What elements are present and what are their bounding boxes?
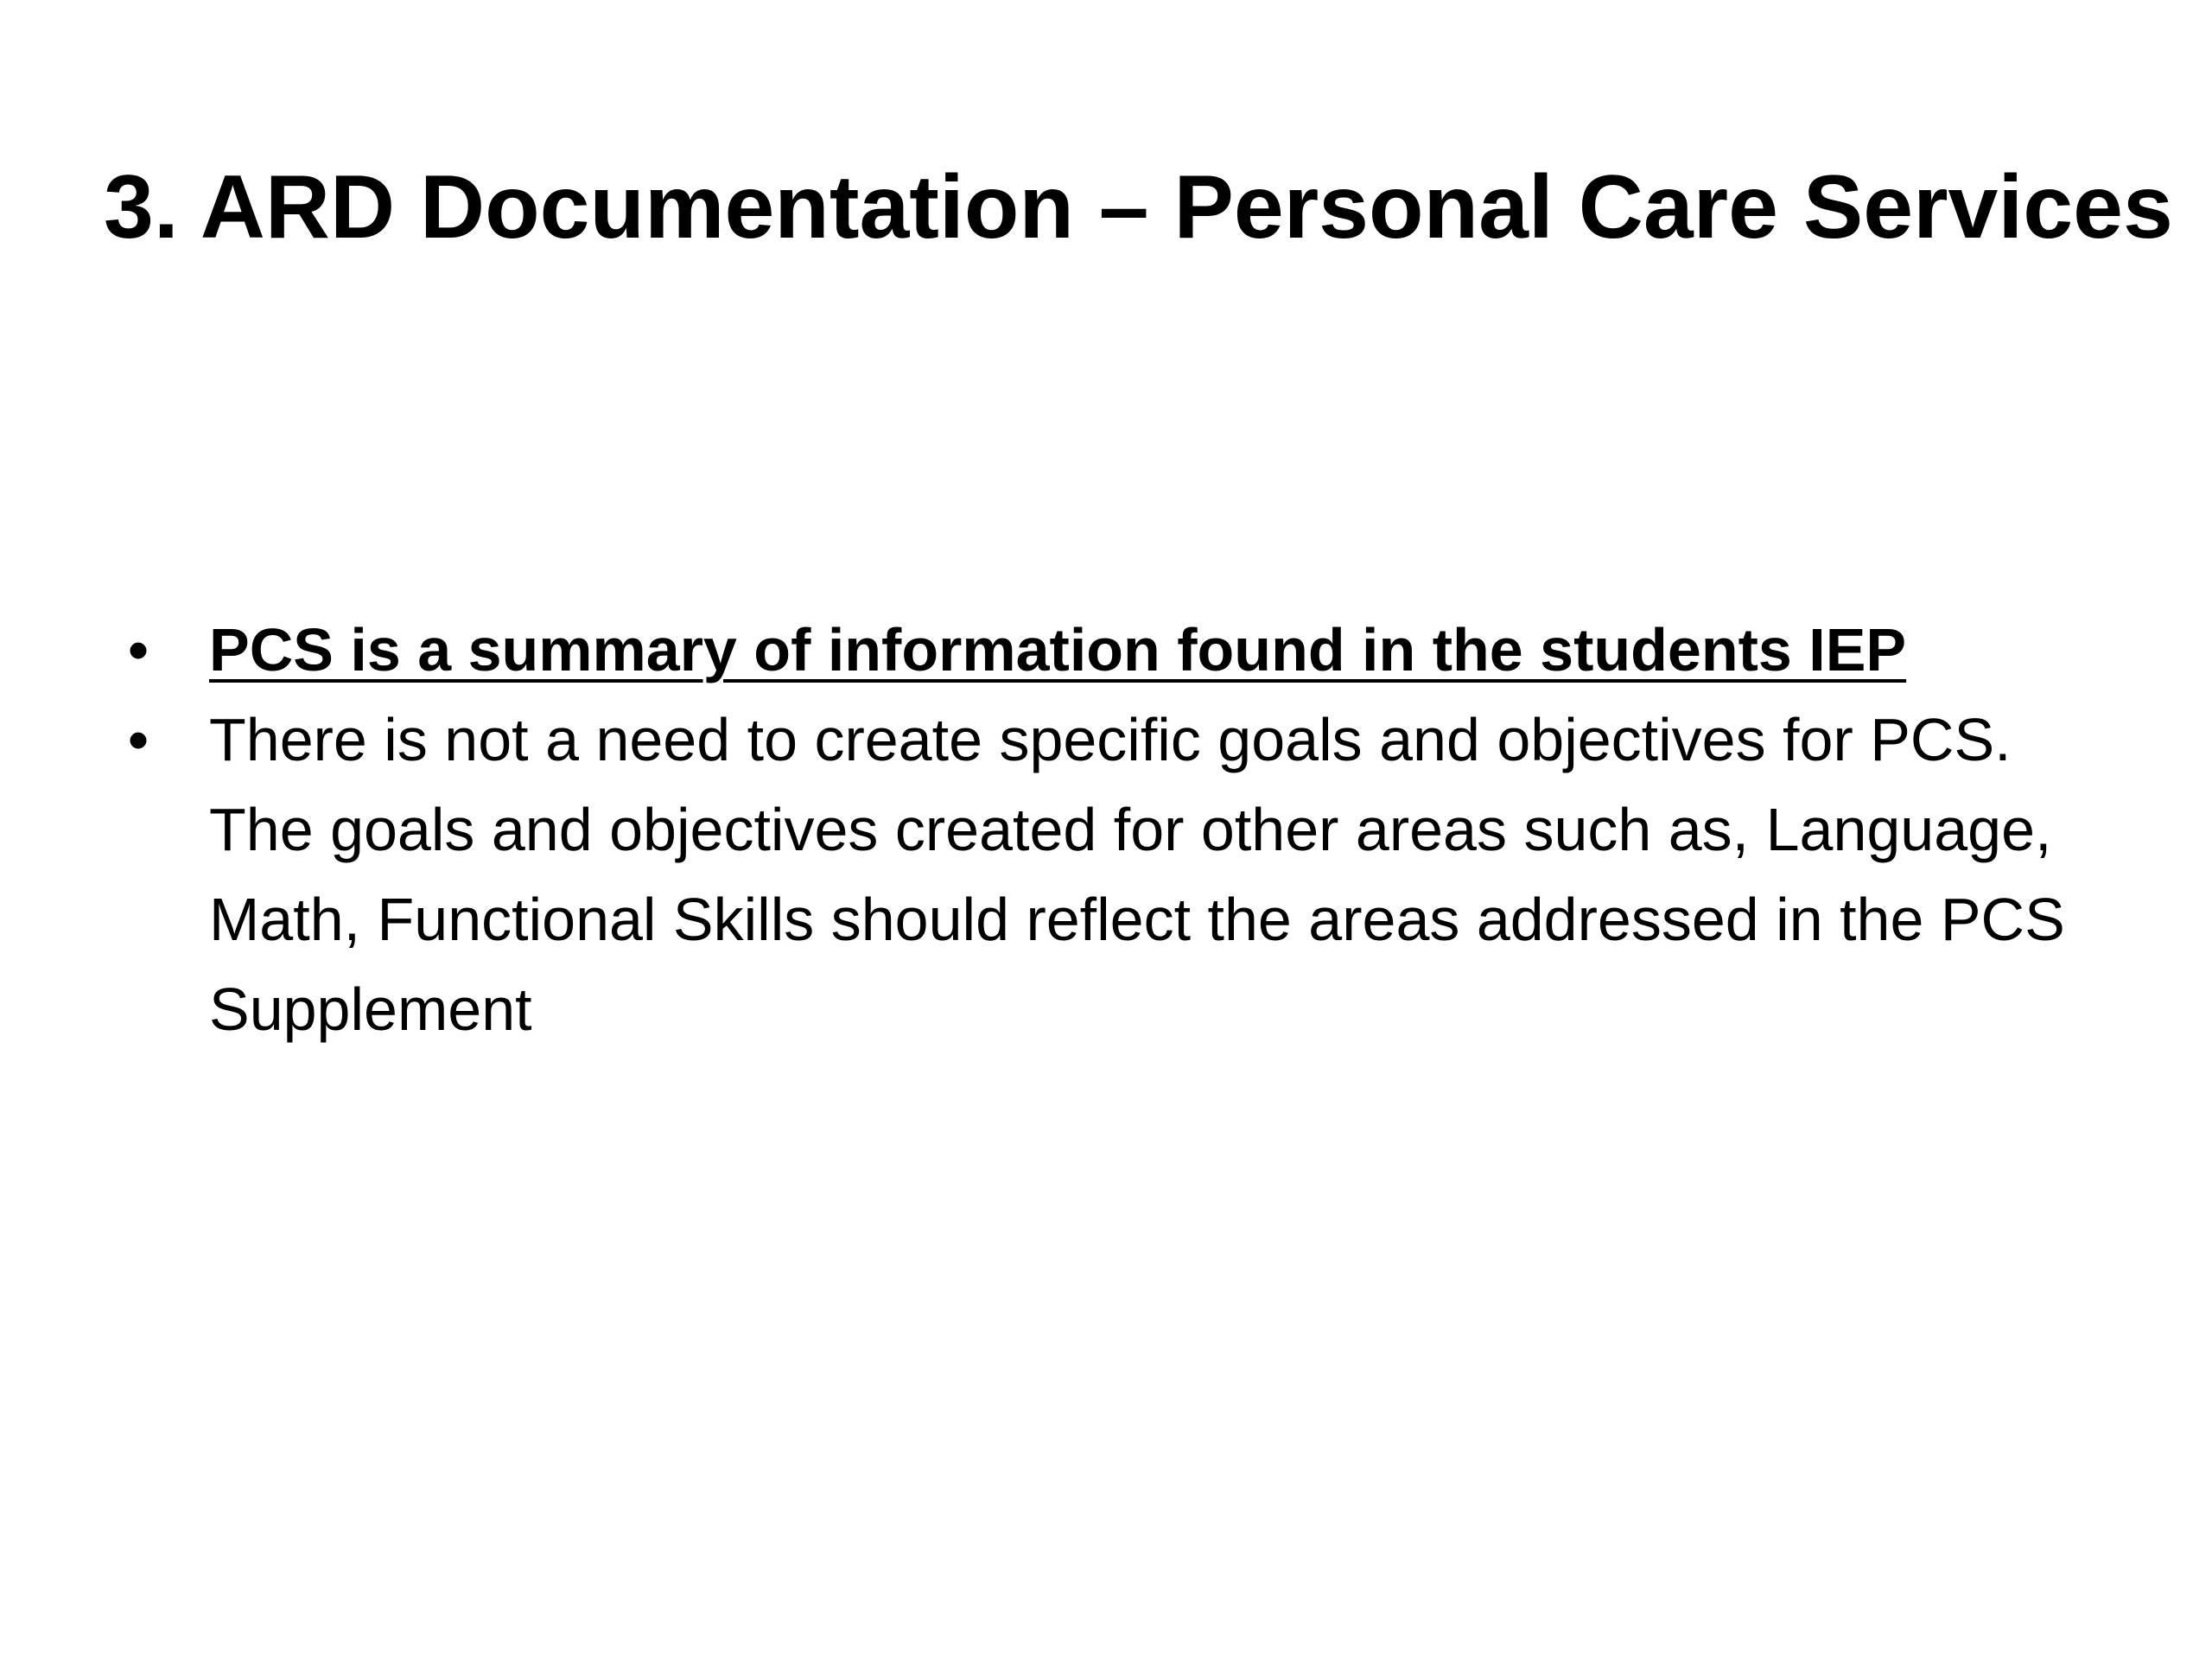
- bullet-marker-icon: •: [127, 616, 149, 683]
- bullet-marker-icon: •: [127, 706, 149, 773]
- slide-title: 3. ARD Documentation – Personal Care Services: [104, 157, 2173, 257]
- bullet-text-goals: There is not a need to create specific goals and objectives for PCS. The goals and objectives created for other areas such as, Language, Math, Functional Skills should reflect the areas addressed in the PCS Supplement: [209, 706, 2065, 1043]
- bullet-list: [121, 605, 2108, 1054]
- bullet-item: [121, 605, 2108, 695]
- bullet-text-summary: PCS is a summary of information found in the students IEP: [209, 616, 1907, 683]
- bullet-item: [121, 695, 2108, 1054]
